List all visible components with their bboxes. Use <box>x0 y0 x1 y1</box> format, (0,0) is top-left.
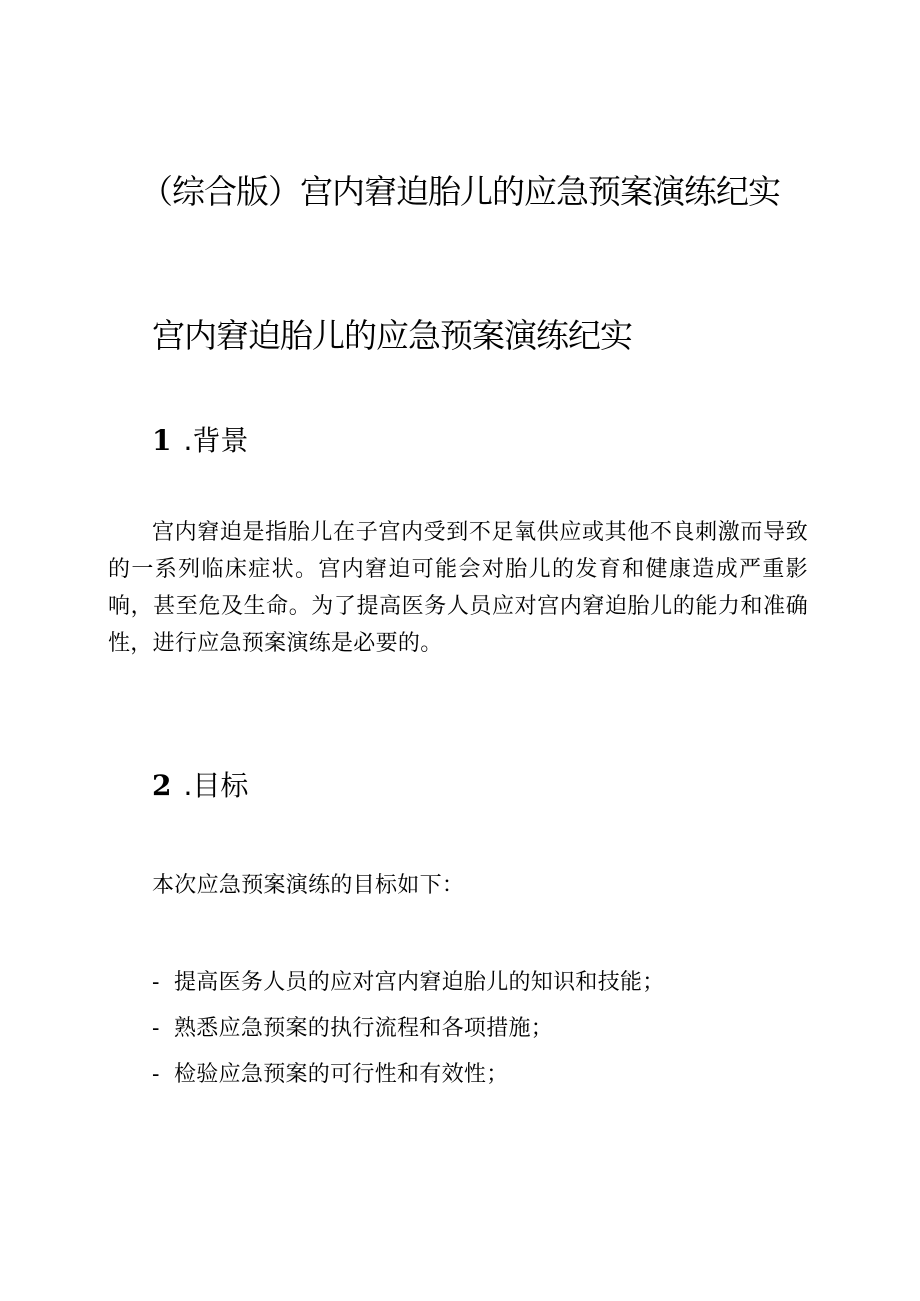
section-number: 2 <box>152 769 172 802</box>
list-item-text: 提高医务人员的应对宫内窘迫胎儿的知识和技能； <box>174 970 665 995</box>
list-item <box>152 1006 832 1052</box>
list-marker: - <box>152 1016 160 1041</box>
list-item <box>152 960 832 1006</box>
list-marker: - <box>152 1062 160 1087</box>
goals-list <box>152 960 832 1098</box>
section-number: 1 <box>152 424 172 457</box>
list-item-text: 检验应急预案的可行性和有效性； <box>174 1062 509 1087</box>
document-subtitle: 宫内窘迫胎儿的应急预案演练纪实 <box>152 316 632 355</box>
section-title: .目标 <box>183 769 249 802</box>
section-heading-goals <box>152 766 248 806</box>
section-heading-background <box>152 421 248 461</box>
goals-intro-paragraph: 本次应急预案演练的目标如下： <box>152 873 465 898</box>
section-title: .背景 <box>183 424 249 457</box>
background-paragraph: 宫内窘迫是指胎儿在子宫内受到不足氧供应或其他不良刺激而导致的一系列临床症状。宫内窘迫可能会对胎儿的发育和健康造成严重影响，甚至危及生命。为了提高医务人员应对宫内窘迫胎儿的能力和准确性，进行应急预案演练是必要的。 <box>108 520 808 656</box>
document-title: （综合版）宫内窘迫胎儿的应急预案演练纪实 <box>140 172 780 211</box>
list-item <box>152 1052 832 1098</box>
list-item-text: 熟悉应急预案的执行流程和各项措施； <box>174 1016 554 1041</box>
list-marker: - <box>152 970 160 995</box>
